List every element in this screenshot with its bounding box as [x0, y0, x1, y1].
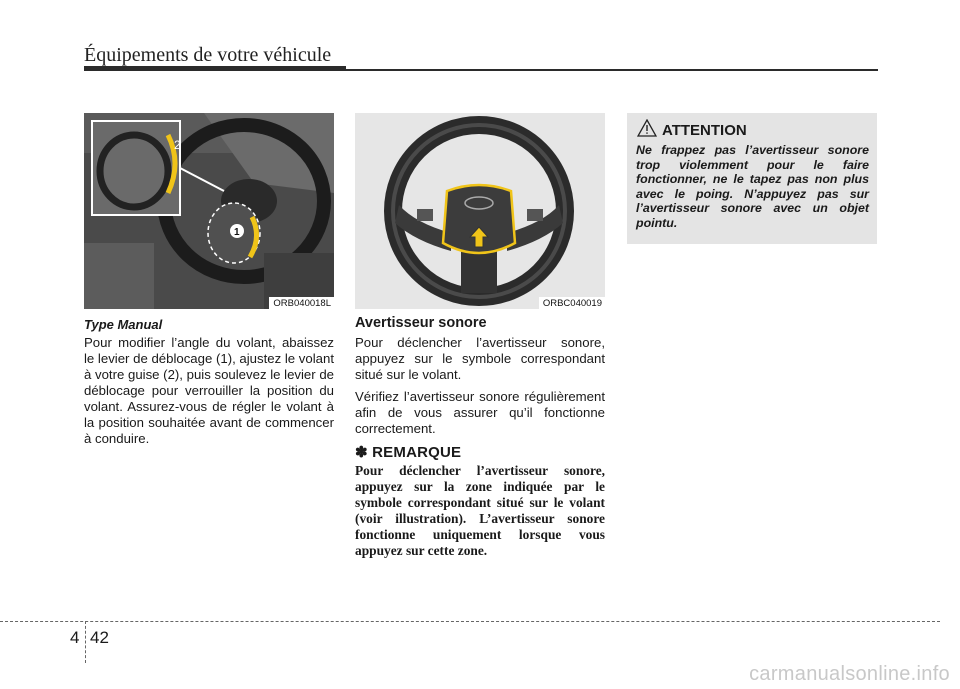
figure-code-middle: ORBC040019: [539, 297, 605, 309]
type-manual-heading: Type Manual: [84, 317, 163, 332]
attention-body: Ne frappez pas l’avertisseur sonore trop violemment pour le faire fonctionner, ne le tapez pas non plus avec le poing. N’appuyez pas sur l’avertisseur sonore avec un objet pointu.: [636, 143, 869, 230]
chapter-number: 4: [70, 628, 80, 647]
horn-heading: Avertisseur sonore: [355, 315, 487, 331]
callout-2-label: 2: [174, 138, 181, 152]
left-column-text: [84, 317, 334, 453]
tilt-instructions-paragraph: Pour modifier l’angle du volant, abaissez le levier de déblocage (1), ajustez le volant à votre guise (2), puis soulevez le levier de déblocage pour verrouiller la position du volant. Assurez-vous de régler le volant à la position souhaitée avant de commencer à conduire.: [84, 335, 334, 446]
page-number: 42: [90, 628, 109, 647]
middle-column-text: [355, 315, 605, 559]
header-rule-thick: [84, 66, 346, 71]
watermark-text[interactable]: carmanualsonline.info: [749, 663, 950, 685]
figure-code-left: ORB040018L: [269, 297, 334, 309]
horn-paragraph-2: Vérifiez l’avertisseur sonore régulièrement afin de vous assurer qu’il fonctionne correctement.: [355, 389, 605, 436]
footer-dashed-rule: [0, 621, 940, 622]
attention-title: ATTENTION: [662, 122, 747, 139]
remarque-body: Pour déclencher l’avertisseur sonore, appuyez sur la zone indiquée par le symbole correspondant situé sur le volant (voir illustration). L’avertisseur sonore fonctionne uniquement lorsque vous appuyez sur cette zone.: [355, 463, 605, 558]
steering-wheel-horn-photo: [355, 113, 605, 309]
remarque-heading: ✽ REMARQUE: [355, 444, 462, 461]
steering-tilt-photo: [84, 113, 334, 309]
callout-1-label: 1: [234, 227, 240, 238]
header-rule-thin: [346, 69, 878, 71]
warning-triangle-icon: [637, 119, 657, 137]
footer-dashed-divider: [85, 621, 86, 663]
horn-paragraph-1: Pour déclencher l’avertisseur sonore, appuyez sur le symbole correspondant situé sur le volant.: [355, 335, 605, 382]
page-header-title: Équipements de votre véhicule: [84, 44, 332, 66]
